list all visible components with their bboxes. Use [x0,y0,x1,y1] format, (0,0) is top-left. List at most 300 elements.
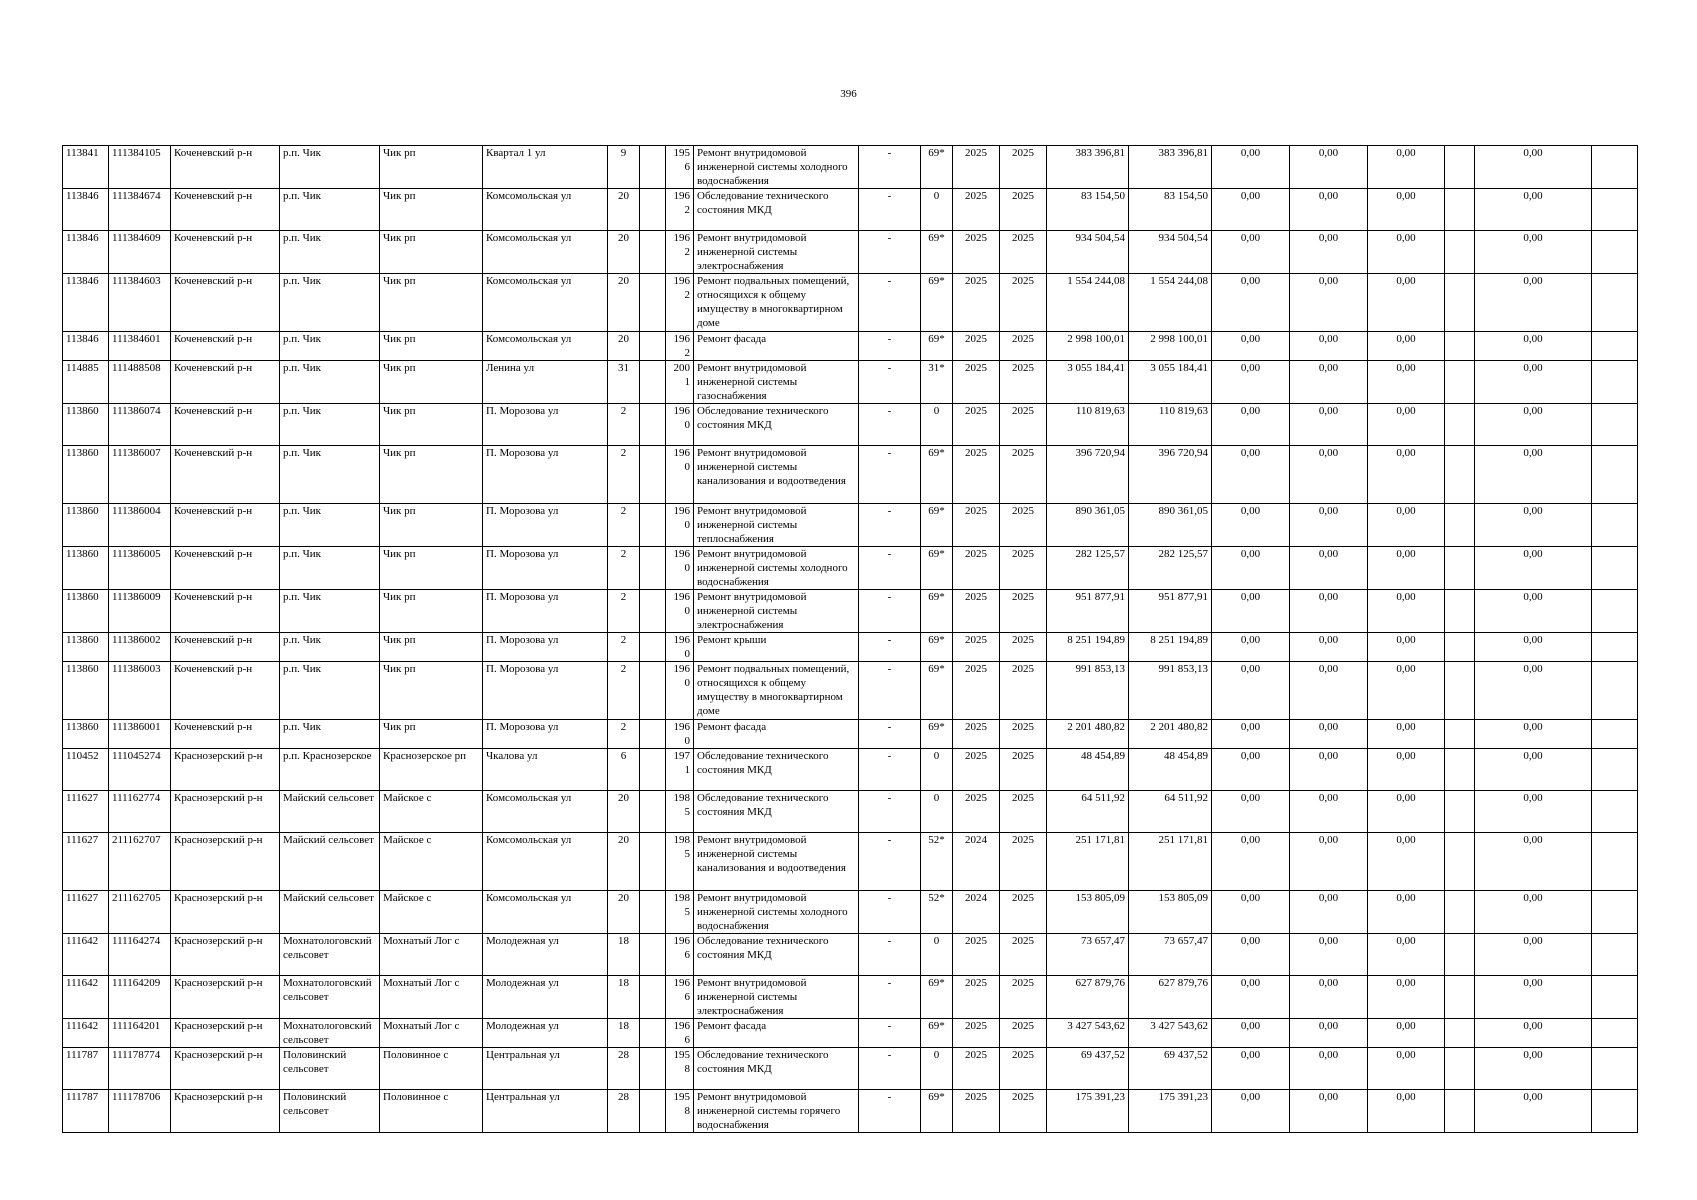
cell-cost-b: 0,00 [1290,1019,1368,1048]
cell-cost-d: 0,00 [1475,833,1592,891]
cell-house-number: 18 [608,1019,640,1048]
cell-col-last [1592,976,1638,1019]
cell-year-end: 2025 [1000,662,1047,720]
cell-cost-b: 0,00 [1290,891,1368,934]
cell-building [640,662,666,720]
cell-year-start: 2024 [953,891,1000,934]
cell-street: Комсомольская ул [483,791,608,833]
cell-year-end: 2025 [1000,633,1047,662]
cell-year-built: 1960 [666,404,694,446]
cell-wear: 69* [921,976,953,1019]
cell-work-id: 111384603 [109,274,171,332]
cell-street: П. Морозова ул [483,547,608,590]
cell-year-start: 2025 [953,274,1000,332]
cell-cost-c: 0,00 [1368,590,1445,633]
cell-municipality: р.п. Чик [280,446,380,504]
cell-cost-fund: 73 657,47 [1129,934,1212,976]
cell-year-start: 2025 [953,749,1000,791]
cell-col-empty [1445,791,1475,833]
table-row [63,547,1638,590]
cell-district: Краснозерский р-н [171,1090,280,1133]
cell-wear: 52* [921,833,953,891]
cell-year-end: 2025 [1000,976,1047,1019]
cell-building [640,1090,666,1133]
cell-cost-c: 0,00 [1368,749,1445,791]
table-row [63,1048,1638,1090]
cell-settlement: Половинное с [380,1090,483,1133]
cell-wear: 0 [921,749,953,791]
cell-year-start: 2025 [953,189,1000,231]
cell-year-start: 2025 [953,633,1000,662]
table-row [63,633,1638,662]
cell-building [640,720,666,749]
cell-municipality: р.п. Чик [280,332,380,361]
cell-cost-d: 0,00 [1475,274,1592,332]
cell-year-built: 1960 [666,720,694,749]
table-row [63,720,1638,749]
cell-municipality: Майский сельсовет [280,833,380,891]
cell-year-start: 2025 [953,404,1000,446]
cell-district: Коченевский р-н [171,361,280,404]
cell-wear: 69* [921,146,953,189]
cell-cost-fund: 1 554 244,08 [1129,274,1212,332]
cell-work-type: Обследование технического состояния МКД [694,791,859,833]
cell-cost-a: 0,00 [1212,547,1290,590]
cell-settlement: Чик рп [380,361,483,404]
cell-col-empty [1445,146,1475,189]
table-row [63,891,1638,934]
cell-cost-fund: 83 154,50 [1129,189,1212,231]
table-row [63,231,1638,274]
cell-year-built: 1958 [666,1048,694,1090]
cell-col-last [1592,146,1638,189]
cell-year-end: 2025 [1000,446,1047,504]
cell-cost-d: 0,00 [1475,662,1592,720]
cell-cost-c: 0,00 [1368,791,1445,833]
cell-street: Комсомольская ул [483,274,608,332]
cell-district: Краснозерский р-н [171,891,280,934]
cell-year-end: 2025 [1000,891,1047,934]
cell-work-id: 111162774 [109,791,171,833]
cell-year-start: 2025 [953,590,1000,633]
cell-house-number: 2 [608,504,640,547]
cell-dash: - [859,231,921,274]
cell-work-type: Ремонт подвальных помещений, относящихся к общему имуществу в многоквартирном доме [694,662,859,720]
table-row [63,446,1638,504]
cell-col-empty [1445,749,1475,791]
cell-district: Краснозерский р-н [171,791,280,833]
cell-cost-d: 0,00 [1475,749,1592,791]
cell-year-start: 2025 [953,934,1000,976]
cell-municipality: р.п. Чик [280,720,380,749]
cell-street: Молодежная ул [483,934,608,976]
cell-cost-d: 0,00 [1475,332,1592,361]
cell-cost-c: 0,00 [1368,976,1445,1019]
cell-year-built: 1960 [666,633,694,662]
cell-municipality: р.п. Чик [280,404,380,446]
cell-year-start: 2025 [953,1090,1000,1133]
table-row [63,791,1638,833]
table-row [63,749,1638,791]
cell-col-empty [1445,274,1475,332]
cell-settlement: Чик рп [380,590,483,633]
cell-cost-b: 0,00 [1290,231,1368,274]
cell-cost-total: 83 154,50 [1047,189,1129,231]
cell-cost-b: 0,00 [1290,833,1368,891]
cell-settlement: Майское с [380,833,483,891]
cell-work-type: Ремонт подвальных помещений, относящихся к общему имуществу в многоквартирном доме [694,274,859,332]
cell-year-start: 2025 [953,791,1000,833]
cell-cost-fund: 282 125,57 [1129,547,1212,590]
cell-municipality: р.п. Чик [280,361,380,404]
cell-cost-c: 0,00 [1368,891,1445,934]
cell-dash: - [859,504,921,547]
cell-col-last [1592,1090,1638,1133]
cell-district: Коченевский р-н [171,146,280,189]
cell-cost-c: 0,00 [1368,1019,1445,1048]
table-row [63,976,1638,1019]
cell-cost-fund: 110 819,63 [1129,404,1212,446]
cell-cost-b: 0,00 [1290,976,1368,1019]
cell-building [640,332,666,361]
cell-work-id: 111386003 [109,662,171,720]
cell-district: Коченевский р-н [171,189,280,231]
cell-house-number: 6 [608,749,640,791]
cell-street: Комсомольская ул [483,332,608,361]
cell-year-built: 1966 [666,934,694,976]
cell-street: Молодежная ул [483,976,608,1019]
cell-cost-fund: 934 504,54 [1129,231,1212,274]
cell-year-built: 1960 [666,662,694,720]
cell-year-end: 2025 [1000,1048,1047,1090]
cell-work-id: 111386009 [109,590,171,633]
cell-year-end: 2025 [1000,791,1047,833]
cell-cost-d: 0,00 [1475,1048,1592,1090]
cell-wear: 0 [921,189,953,231]
cell-street: П. Морозова ул [483,720,608,749]
cell-cost-total: 48 454,89 [1047,749,1129,791]
cell-wear: 69* [921,662,953,720]
cell-work-type: Обследование технического состояния МКД [694,749,859,791]
cell-cost-c: 0,00 [1368,1090,1445,1133]
cell-year-start: 2025 [953,504,1000,547]
cell-year-start: 2025 [953,231,1000,274]
cell-cost-b: 0,00 [1290,274,1368,332]
cell-col-last [1592,590,1638,633]
cell-col-last [1592,361,1638,404]
cell-year-built: 1985 [666,791,694,833]
cell-cost-fund: 890 361,05 [1129,504,1212,547]
cell-cost-fund: 2 201 480,82 [1129,720,1212,749]
cell-cost-d: 0,00 [1475,189,1592,231]
cell-cost-total: 934 504,54 [1047,231,1129,274]
cell-cost-a: 0,00 [1212,446,1290,504]
cell-street: П. Морозова ул [483,590,608,633]
cell-cost-b: 0,00 [1290,1090,1368,1133]
cell-building [640,749,666,791]
cell-cost-b: 0,00 [1290,332,1368,361]
cell-cost-fund: 3 427 543,62 [1129,1019,1212,1048]
cell-cost-d: 0,00 [1475,404,1592,446]
cell-dash: - [859,446,921,504]
cell-building [640,934,666,976]
cell-cost-c: 0,00 [1368,231,1445,274]
cell-col-empty [1445,1090,1475,1133]
cell-wear: 31* [921,361,953,404]
cell-dash: - [859,720,921,749]
cell-municipality: р.п. Чик [280,547,380,590]
cell-district: Коченевский р-н [171,274,280,332]
cell-cost-fund: 8 251 194,89 [1129,633,1212,662]
cell-cost-fund: 2 998 100,01 [1129,332,1212,361]
cell-col-last [1592,720,1638,749]
cell-house-number: 20 [608,891,640,934]
cell-building [640,361,666,404]
cell-house-number: 20 [608,231,640,274]
cell-building [640,791,666,833]
cell-cost-c: 0,00 [1368,332,1445,361]
cell-building [640,976,666,1019]
cell-district: Коченевский р-н [171,504,280,547]
cell-cost-a: 0,00 [1212,361,1290,404]
cell-house-id: 113860 [63,590,109,633]
cell-year-built: 1962 [666,332,694,361]
cell-house-id: 111627 [63,891,109,934]
cell-col-last [1592,833,1638,891]
cell-cost-d: 0,00 [1475,1019,1592,1048]
table-row [63,404,1638,446]
cell-work-type: Ремонт внутридомовой инженерной системы холодного водоснабжения [694,547,859,590]
cell-wear: 0 [921,1048,953,1090]
cell-work-type: Ремонт крыши [694,633,859,662]
cell-col-last [1592,446,1638,504]
cell-col-last [1592,934,1638,976]
cell-year-built: 2001 [666,361,694,404]
cell-col-last [1592,504,1638,547]
cell-col-last [1592,1048,1638,1090]
cell-cost-a: 0,00 [1212,833,1290,891]
cell-cost-c: 0,00 [1368,446,1445,504]
cell-cost-d: 0,00 [1475,504,1592,547]
cell-col-empty [1445,1048,1475,1090]
cell-work-type: Ремонт внутридомовой инженерной системы электроснабжения [694,590,859,633]
table-row [63,504,1638,547]
cell-house-id: 113846 [63,231,109,274]
cell-col-empty [1445,833,1475,891]
cell-cost-c: 0,00 [1368,547,1445,590]
cell-house-id: 113860 [63,662,109,720]
cell-municipality: Мохнатологовский сельсовет [280,976,380,1019]
cell-municipality: р.п. Чик [280,662,380,720]
cell-cost-fund: 251 171,81 [1129,833,1212,891]
cell-cost-d: 0,00 [1475,547,1592,590]
cell-house-number: 2 [608,633,640,662]
table-row [63,1090,1638,1133]
cell-col-last [1592,404,1638,446]
cell-dash: - [859,1019,921,1048]
cell-street: Комсомольская ул [483,891,608,934]
cell-year-end: 2025 [1000,504,1047,547]
cell-wear: 69* [921,231,953,274]
cell-cost-total: 73 657,47 [1047,934,1129,976]
cell-cost-a: 0,00 [1212,146,1290,189]
cell-building [640,1019,666,1048]
cell-col-last [1592,791,1638,833]
cell-year-end: 2025 [1000,361,1047,404]
cell-cost-b: 0,00 [1290,446,1368,504]
cell-settlement: Чик рп [380,720,483,749]
cell-cost-a: 0,00 [1212,791,1290,833]
cell-house-id: 113860 [63,547,109,590]
cell-work-id: 111386007 [109,446,171,504]
cell-cost-total: 282 125,57 [1047,547,1129,590]
cell-wear: 52* [921,891,953,934]
cell-house-id: 111787 [63,1048,109,1090]
cell-district: Краснозерский р-н [171,1048,280,1090]
cell-work-id: 111386002 [109,633,171,662]
cell-year-start: 2024 [953,833,1000,891]
cell-cost-d: 0,00 [1475,146,1592,189]
cell-district: Коченевский р-н [171,720,280,749]
cell-cost-d: 0,00 [1475,976,1592,1019]
cell-col-empty [1445,633,1475,662]
cell-year-built: 1985 [666,833,694,891]
table-row [63,332,1638,361]
cell-cost-fund: 627 879,76 [1129,976,1212,1019]
cell-col-empty [1445,891,1475,934]
cell-cost-total: 890 361,05 [1047,504,1129,547]
cell-building [640,504,666,547]
cell-cost-b: 0,00 [1290,633,1368,662]
cell-col-empty [1445,332,1475,361]
cell-col-empty [1445,590,1475,633]
cell-year-built: 1962 [666,274,694,332]
cell-house-number: 2 [608,662,640,720]
cell-district: Коченевский р-н [171,332,280,361]
cell-building [640,146,666,189]
cell-dash: - [859,146,921,189]
cell-year-built: 1966 [666,1019,694,1048]
cell-cost-fund: 69 437,52 [1129,1048,1212,1090]
cell-settlement: Чик рп [380,446,483,504]
cell-settlement: Чик рп [380,189,483,231]
table-row [63,934,1638,976]
cell-cost-a: 0,00 [1212,231,1290,274]
cell-work-type: Обследование технического состояния МКД [694,189,859,231]
cell-cost-d: 0,00 [1475,791,1592,833]
cell-settlement: Половинное с [380,1048,483,1090]
cell-year-end: 2025 [1000,274,1047,332]
table-row [63,833,1638,891]
cell-cost-c: 0,00 [1368,934,1445,976]
cell-col-empty [1445,662,1475,720]
cell-work-type: Ремонт внутридомовой инженерной системы канализования и водоотведения [694,446,859,504]
cell-work-id: 111384601 [109,332,171,361]
cell-district: Коченевский р-н [171,662,280,720]
cell-wear: 69* [921,1090,953,1133]
table-row [63,361,1638,404]
cell-year-built: 1966 [666,976,694,1019]
cell-work-id: 111386074 [109,404,171,446]
cell-cost-fund: 48 454,89 [1129,749,1212,791]
cell-work-type: Ремонт внутридомовой инженерной системы электроснабжения [694,231,859,274]
cell-cost-d: 0,00 [1475,934,1592,976]
cell-cost-fund: 175 391,23 [1129,1090,1212,1133]
cell-house-id: 110452 [63,749,109,791]
cell-house-number: 18 [608,934,640,976]
cell-year-end: 2025 [1000,833,1047,891]
table-row [63,146,1638,189]
cell-cost-c: 0,00 [1368,274,1445,332]
cell-house-number: 20 [608,332,640,361]
cell-house-number: 28 [608,1090,640,1133]
cell-work-type: Ремонт фасада [694,720,859,749]
cell-dash: - [859,1090,921,1133]
cell-work-type: Ремонт фасада [694,332,859,361]
cell-settlement: Мохнатый Лог с [380,1019,483,1048]
cell-year-end: 2025 [1000,749,1047,791]
cell-dash: - [859,934,921,976]
cell-col-last [1592,547,1638,590]
cell-work-id: 111164201 [109,1019,171,1048]
cell-work-type: Ремонт внутридомовой инженерной системы газоснабжения [694,361,859,404]
cell-col-empty [1445,547,1475,590]
cell-work-id: 111384609 [109,231,171,274]
cell-cost-d: 0,00 [1475,446,1592,504]
cell-cost-total: 396 720,94 [1047,446,1129,504]
cell-cost-total: 69 437,52 [1047,1048,1129,1090]
cell-settlement: Чик рп [380,146,483,189]
cell-year-built: 1985 [666,891,694,934]
cell-cost-d: 0,00 [1475,590,1592,633]
cell-cost-total: 251 171,81 [1047,833,1129,891]
cell-dash: - [859,833,921,891]
cell-cost-a: 0,00 [1212,633,1290,662]
cell-house-id: 113841 [63,146,109,189]
cell-district: Краснозерский р-н [171,749,280,791]
cell-cost-fund: 991 853,13 [1129,662,1212,720]
cell-settlement: Майское с [380,891,483,934]
cell-col-last [1592,189,1638,231]
cell-work-id: 111384674 [109,189,171,231]
cell-settlement: Чик рп [380,332,483,361]
cell-cost-a: 0,00 [1212,1048,1290,1090]
cell-year-end: 2025 [1000,1019,1047,1048]
cell-cost-d: 0,00 [1475,891,1592,934]
cell-street: П. Морозова ул [483,662,608,720]
cell-building [640,274,666,332]
cell-year-built: 1960 [666,590,694,633]
table-body [63,146,1638,1133]
cell-cost-total: 3 427 543,62 [1047,1019,1129,1048]
cell-cost-b: 0,00 [1290,720,1368,749]
cell-year-end: 2025 [1000,590,1047,633]
cell-wear: 69* [921,590,953,633]
cell-house-id: 113846 [63,332,109,361]
cell-work-type: Ремонт внутридомовой инженерной системы холодного водоснабжения [694,146,859,189]
cell-work-id: 111386001 [109,720,171,749]
cell-dash: - [859,749,921,791]
cell-cost-c: 0,00 [1368,633,1445,662]
cell-house-id: 113860 [63,404,109,446]
cell-cost-fund: 3 055 184,41 [1129,361,1212,404]
cell-district: Краснозерский р-н [171,833,280,891]
cell-wear: 69* [921,274,953,332]
cell-house-id: 113860 [63,633,109,662]
cell-cost-a: 0,00 [1212,274,1290,332]
cell-year-built: 1960 [666,547,694,590]
cell-dash: - [859,633,921,662]
